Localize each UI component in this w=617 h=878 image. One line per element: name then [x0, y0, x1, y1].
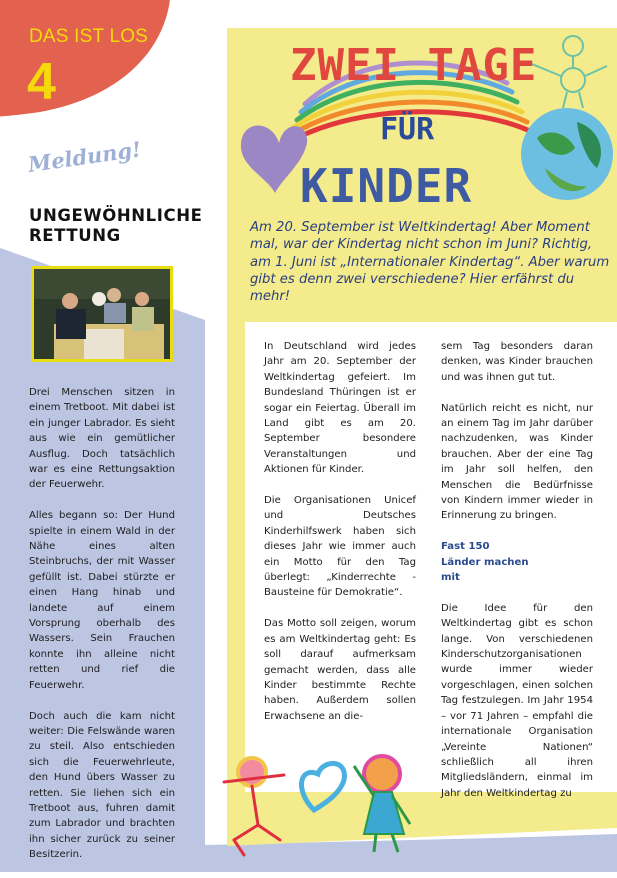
heart-icon: [241, 126, 307, 193]
news-body: [29, 385, 175, 878]
girl-figure-icon: [354, 756, 410, 852]
kids-drawing: [214, 730, 434, 870]
feature-paragraph: Natürlich reicht es nicht, nur an einem Tag im Jahr darüber nachzudenken, was Kinder brauchen. Aber der eine Tag im Jahr soll helfen, den Menschen die Bedürfnisse von Kindern immer wieder in Erinnerung zu bringen.: [441, 402, 593, 522]
feature-column-2: [441, 339, 593, 817]
feature-paragraph: In Deutschland wird jedes Jahr am 20. September der Weltkindertag gefeiert. Im Bundesland Thüringen ist er sogar ein Feiertag. Überall im Land gibt es am 20. September besondere Veranstaltungen und Aktionen für Kinder.: [264, 341, 416, 476]
feature-paragraph: Das Motto soll zeigen, worum es am Weltkindertag geht: Es soll darauf aufmerksam gemacht werden, dass alle Kinder bestimmte Rechte haben. Außerdem sollen Erwachsene an die-: [264, 618, 416, 722]
feature-paragraph: sem Tag besonders daran denken, was Kinder brauchen und was ihnen gut tut.: [441, 341, 593, 383]
feature-intro: Am 20. September ist Weltkindertag! Aber Moment mal, war der Kindertag nicht schon im Juni? Richtig, am 1. Juni ist „Internationaler Kindertag“. Aber warum gibt es denn zwei verschiedene? Hier erfährst du mehr!: [250, 220, 610, 305]
child-figure-icon: [224, 758, 284, 855]
photo-illustration: [34, 269, 170, 359]
heart-outline-icon: [302, 763, 345, 810]
feature-column-1: [264, 339, 416, 740]
news-label: Meldung!: [26, 136, 143, 177]
news-photo: [31, 266, 173, 362]
feature-subheading: Fast 150 Länder machen mit: [441, 541, 529, 584]
section-kicker: DAS IST LOS: [29, 26, 149, 47]
news-paragraph: Doch auch die kam nicht weiter: Die Felswände waren zu steil. Also entschieden sich die Feuerwehrleute, den Hund übers Wasser zu retten. Sie liehen sich ein Tretboot aus, fuhren damit zum Labrador und brachten ihn sicher zurück zu seiner Besitzerin.: [29, 710, 175, 861]
news-paragraph: Drei Menschen sitzen in einem Tretboot. Mit dabei ist ein junger Labrador. Es sieht aus wie ein gemütlicher Ausflug. Doch tatsächlich war es eine Rettungsaktion der Feuerwehr.: [29, 387, 175, 491]
news-title: [29, 206, 219, 246]
globe-icon: [521, 108, 613, 200]
page-number: 4: [27, 53, 56, 111]
feature-title-line-3: KINDER: [300, 159, 473, 213]
feature-paragraph: Die Organisationen Unicef und Deutsches Kinderhilfswerk haben sich dieses Jahr wie immer auch ein Motto für den Tag überlegt: „Kinderrechte - Bausteine für Demokratie“.: [264, 495, 416, 599]
stick-figure-icon: [527, 36, 607, 108]
feature-title-line-2: FÜR: [380, 112, 435, 147]
news-title-line-1: UNGEWÖHNLICHE: [29, 206, 203, 225]
feature-title-line-1: ZWEI TAGE: [290, 40, 538, 91]
news-paragraph: Alles begann so: Der Hund spielte in einem Wald in der Nähe eines alten Steinbruchs, der mit Wasser gefüllt ist. Dabei stürzte er einen Hang hinab und landete auf einem Vorsprung oberhalb des Wassers. Sein Frauchen konnte ihn alleine nicht retten und rief die Feuerwehr.: [29, 510, 175, 691]
news-title-line-2: RETTUNG: [29, 226, 121, 245]
feature-paragraph: Die Idee für den Weltkindertag gibt es schon lange. Von verschiedenen Kinderschutzorganisationen wurde immer wieder vorgeschlagen, einen solchen Tag festzulegen. Im Jahr 1954 – vor 71 Jahren – empfahl die internationale Organisation „Vereinte Nationen“ schließlich all ihren Mitgliedsländern, einmal im Jahr den Weltkindertag zu: [441, 602, 593, 799]
